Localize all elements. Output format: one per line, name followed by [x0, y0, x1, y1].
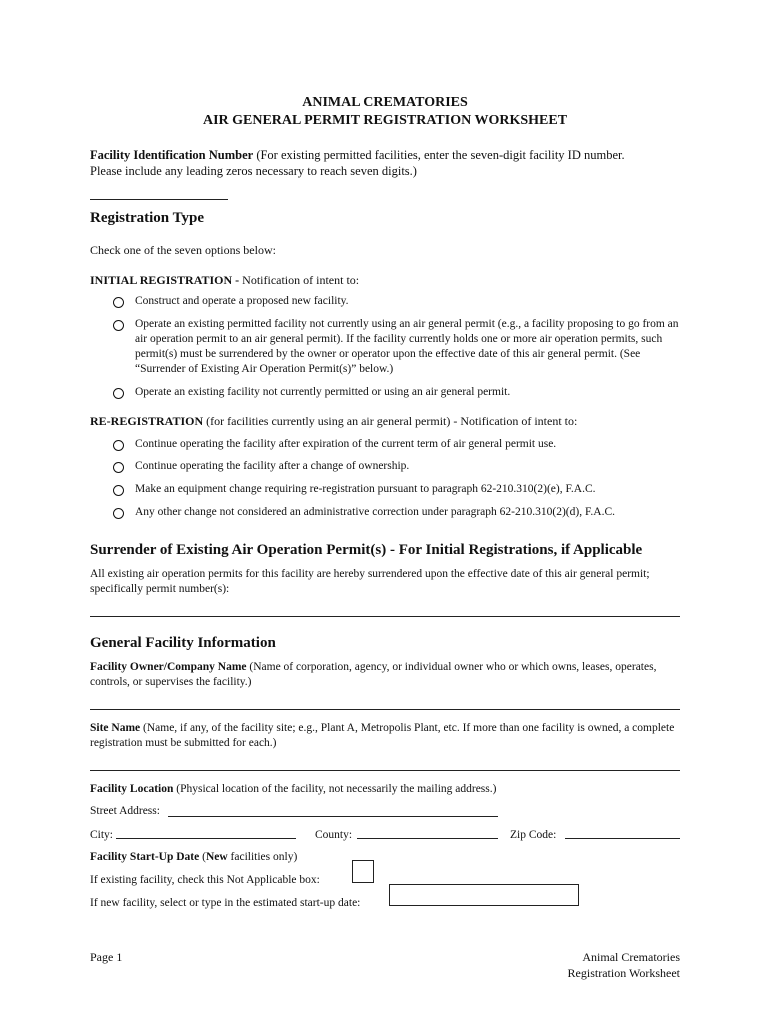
facility-id-desc: (For existing permitted facilities, enter the seven-digit facility ID number. Please include any leading zeros necessary to reach seven digits.) [90, 148, 625, 178]
startup-date-input[interactable] [389, 884, 579, 906]
not-applicable-label: If existing facility, check this Not Applicable box: [90, 874, 320, 886]
document-title-line1: ANIMAL CREMATORIES [302, 95, 468, 110]
not-applicable-checkbox[interactable] [352, 860, 374, 883]
startup-desc: facilities only) [227, 851, 298, 863]
initial-registration-label: INITIAL REGISTRATION - [90, 273, 240, 287]
initial-registration-line [90, 272, 359, 288]
street-address-label: Street Address: [90, 805, 160, 817]
initial-option-1-radio[interactable] [113, 297, 124, 308]
street-address-field[interactable] [168, 816, 498, 817]
site-paragraph [90, 721, 680, 751]
city-field[interactable] [116, 838, 296, 839]
registration-type-heading: Registration Type [90, 210, 205, 226]
startup-new-label: New [205, 851, 228, 863]
site-desc: (Name, if any, of the facility site; e.g., Plant A, Metropolis Plant, etc. If more than one facility is owned, a complete registration must be submitted for each.) [90, 722, 675, 749]
zip-code-label: Zip Code: [510, 829, 557, 841]
owner-desc: (Name of corporation, agency, or individual owner who or which owns, leases, operates, controls, or supervises the facility.) [90, 661, 657, 688]
location-desc: (Physical location of the facility, not necessarily the mailing address.) [173, 783, 497, 795]
registration-instruction: Check one of the seven options below: [90, 243, 276, 257]
rereg-option-1-label: Continue operating the facility after expiration of the current term of air general permit use. [135, 438, 557, 450]
facility-id-label: Facility Identification Number [90, 148, 254, 162]
startup-date-label: Facility Start-Up Date [90, 851, 200, 863]
page-number: Page 1 [90, 950, 123, 964]
location-label: Facility Location [90, 783, 174, 795]
rereg-option-4-radio[interactable] [113, 508, 124, 519]
rereg-option-1-radio[interactable] [113, 440, 124, 451]
owner-label: Facility Owner/Company Name [90, 661, 247, 673]
footer-doc-subtitle: Registration Worksheet [567, 966, 680, 980]
surrender-heading: Surrender of Existing Air Operation Permit(s) - For Initial Registrations, if Applicable [90, 542, 643, 558]
startup-date-paragraph: Facility Start-Up Date (New facilities only) [90, 851, 298, 863]
initial-option-2-label: Operate an existing permitted facility not currently using an air general permit (e.g., a facility proposing to go from an air operation permit to an air general permit). If the facility currently holds one or more air operation permits, such permit(s) must be surrendered by the owner or operator upon the effective date of this air general permit. (See “Surrender of Existing Air Operation Permit(s)” below.) [135, 318, 679, 375]
footer-doc-name: Animal Crematories [582, 950, 680, 964]
initial-option-2-radio[interactable] [113, 320, 124, 331]
rereg-option-2-radio[interactable] [113, 462, 124, 473]
rereg-option-3-radio[interactable] [113, 485, 124, 496]
initial-option-3-radio[interactable] [113, 388, 124, 399]
general-info-heading: General Facility Information [90, 635, 276, 651]
zip-code-field[interactable] [565, 838, 680, 839]
document-title-line2: AIR GENERAL PERMIT REGISTRATION WORKSHEET [202, 113, 568, 128]
owner-paragraph [90, 660, 680, 690]
county-field[interactable] [357, 838, 498, 839]
facility-id-paragraph [90, 147, 650, 179]
initial-registration-desc: Notification of intent to: [239, 273, 360, 287]
rereg-option-4-label: Any other change not considered an administrative correction under paragraph 62-210.310(2)(d), F.A.C. [135, 506, 616, 518]
owner-name-field[interactable] [90, 709, 680, 710]
re-registration-desc: (for facilities currently using an air general permit) - Notification of intent to: [203, 414, 578, 428]
startup-date-prompt: If new facility, select or type in the estimated start-up date: [90, 897, 361, 909]
county-label: County: [315, 829, 353, 841]
facility-id-field[interactable] [90, 199, 228, 200]
initial-option-3-label: Operate an existing facility not currently permitted or using an air general permit. [135, 386, 511, 398]
initial-option-1-label: Construct and operate a proposed new facility. [135, 295, 349, 307]
site-name-field[interactable] [90, 770, 680, 771]
site-label: Site Name [90, 722, 141, 734]
re-registration-label: RE-REGISTRATION [90, 414, 204, 428]
rereg-option-3-label: Make an equipment change requiring re-registration pursuant to paragraph 62-210.310(2)(e), F.A.C. [135, 483, 596, 495]
re-registration-line [90, 413, 577, 429]
city-label: City: [90, 829, 114, 841]
permit-numbers-field[interactable] [90, 616, 680, 617]
rereg-option-2-label: Continue operating the facility after a change of ownership. [135, 460, 410, 472]
surrender-text: All existing air operation permits for this facility are hereby surrendered upon the effective date of this air general permit; specifically permit number(s): [90, 568, 650, 595]
location-paragraph [90, 781, 496, 797]
